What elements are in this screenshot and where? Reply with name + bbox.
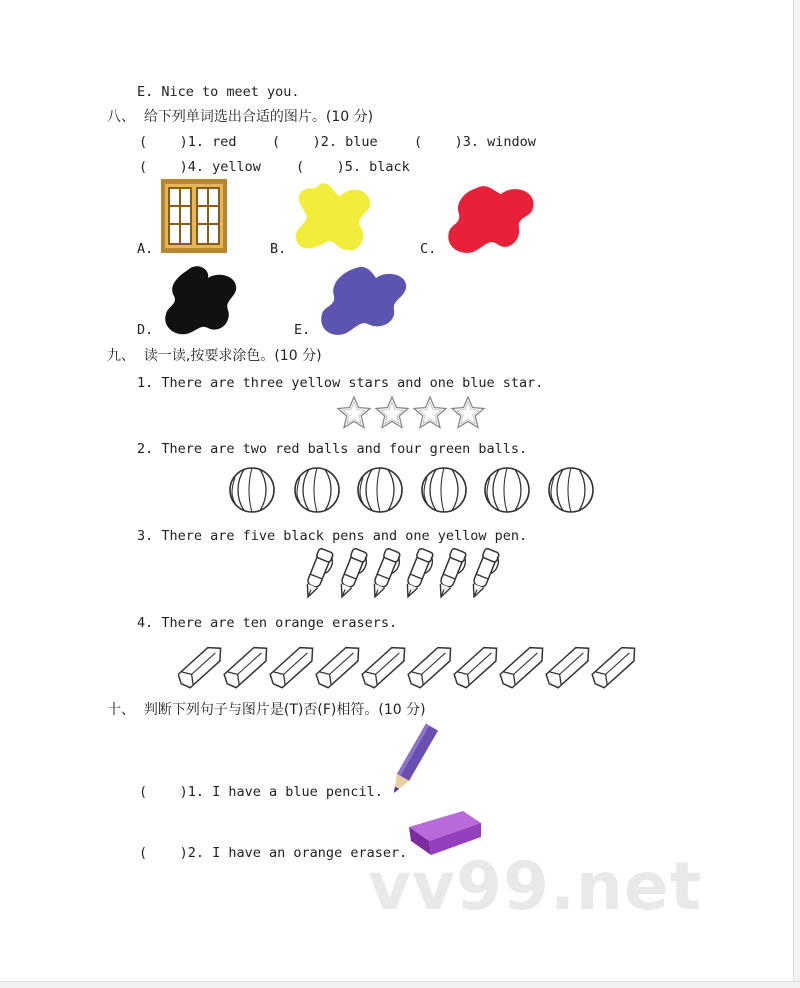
- page-right-edge: [793, 0, 800, 988]
- option-e-text: E. Nice to meet you.: [137, 84, 300, 100]
- balls-row: [225, 464, 597, 516]
- pen-outline-icon: [467, 548, 502, 601]
- section-10-title: 十、 判断下列句子与图片是(T)否(F)相符。(10 分): [107, 702, 426, 718]
- s9-item-4: 4. There are ten orange erasers.: [137, 615, 398, 631]
- pic-label-c: C.: [420, 241, 437, 257]
- pic-label-a: A.: [137, 241, 154, 257]
- eraser-outline-icon: [589, 642, 640, 691]
- s8-item-5: ( )5. black: [296, 159, 410, 175]
- s10-item-1: ( )1. I have a blue pencil.: [139, 784, 383, 800]
- s8-item-1: ( )1. red: [139, 134, 237, 150]
- s9-item-2: 2. There are two red balls and four green balls.: [137, 441, 528, 457]
- erasers-row: [178, 639, 642, 691]
- window-icon: [160, 178, 228, 254]
- pic-label-e: E.: [294, 322, 311, 338]
- black-splash-icon: [160, 264, 242, 336]
- eraser-outline-icon: [221, 642, 272, 691]
- pic-label-d: D.: [137, 322, 154, 338]
- eraser-outline-icon: [267, 642, 318, 691]
- pen-outline-icon: [368, 548, 403, 601]
- eraser-outline-icon: [313, 642, 364, 691]
- eraser-outline-icon: [497, 642, 548, 691]
- s8-item-4: ( )4. yellow: [139, 159, 261, 175]
- s8-item-2: ( )2. blue: [272, 134, 378, 150]
- ball-outline-icon: [230, 468, 274, 512]
- eraser-outline-icon: [359, 642, 410, 691]
- ball-outline-icon: [549, 468, 593, 512]
- pic-label-b: B.: [270, 241, 287, 257]
- s8-item-3: ( )3. window: [414, 134, 536, 150]
- ball-outline-icon: [422, 468, 466, 512]
- ball-outline-icon: [358, 468, 402, 512]
- eraser-outline-icon: [543, 642, 594, 691]
- blue-splash-icon: [316, 264, 412, 338]
- eraser-outline-icon: [405, 642, 456, 691]
- red-splash-icon: [443, 182, 539, 256]
- pen-outline-icon: [434, 548, 469, 601]
- eraser-outline-icon: [451, 642, 502, 691]
- purple-pencil-icon: [384, 718, 442, 802]
- pens-row: [300, 548, 520, 604]
- ball-outline-icon: [485, 468, 529, 512]
- section-9-title: 九、 读一读,按要求涂色。(10 分): [107, 348, 322, 364]
- page-bottom-edge: [0, 981, 800, 988]
- eraser-outline-icon: [178, 642, 227, 691]
- s9-item-3: 3. There are five black pens and one yellow pen.: [137, 528, 528, 544]
- pen-outline-icon: [301, 548, 336, 601]
- s10-item-2: ( )2. I have an orange eraser.: [139, 845, 408, 861]
- yellow-splash-icon: [290, 180, 376, 258]
- s9-item-1: 1. There are three yellow stars and one blue star.: [137, 375, 544, 391]
- ball-outline-icon: [295, 468, 339, 512]
- pen-outline-icon: [401, 548, 436, 601]
- pen-outline-icon: [335, 548, 370, 601]
- stars-row: [336, 395, 488, 431]
- section-8-title: 八、 给下列单词选出合适的图片。(10 分): [107, 109, 374, 125]
- watermark: vv99.net: [368, 848, 703, 925]
